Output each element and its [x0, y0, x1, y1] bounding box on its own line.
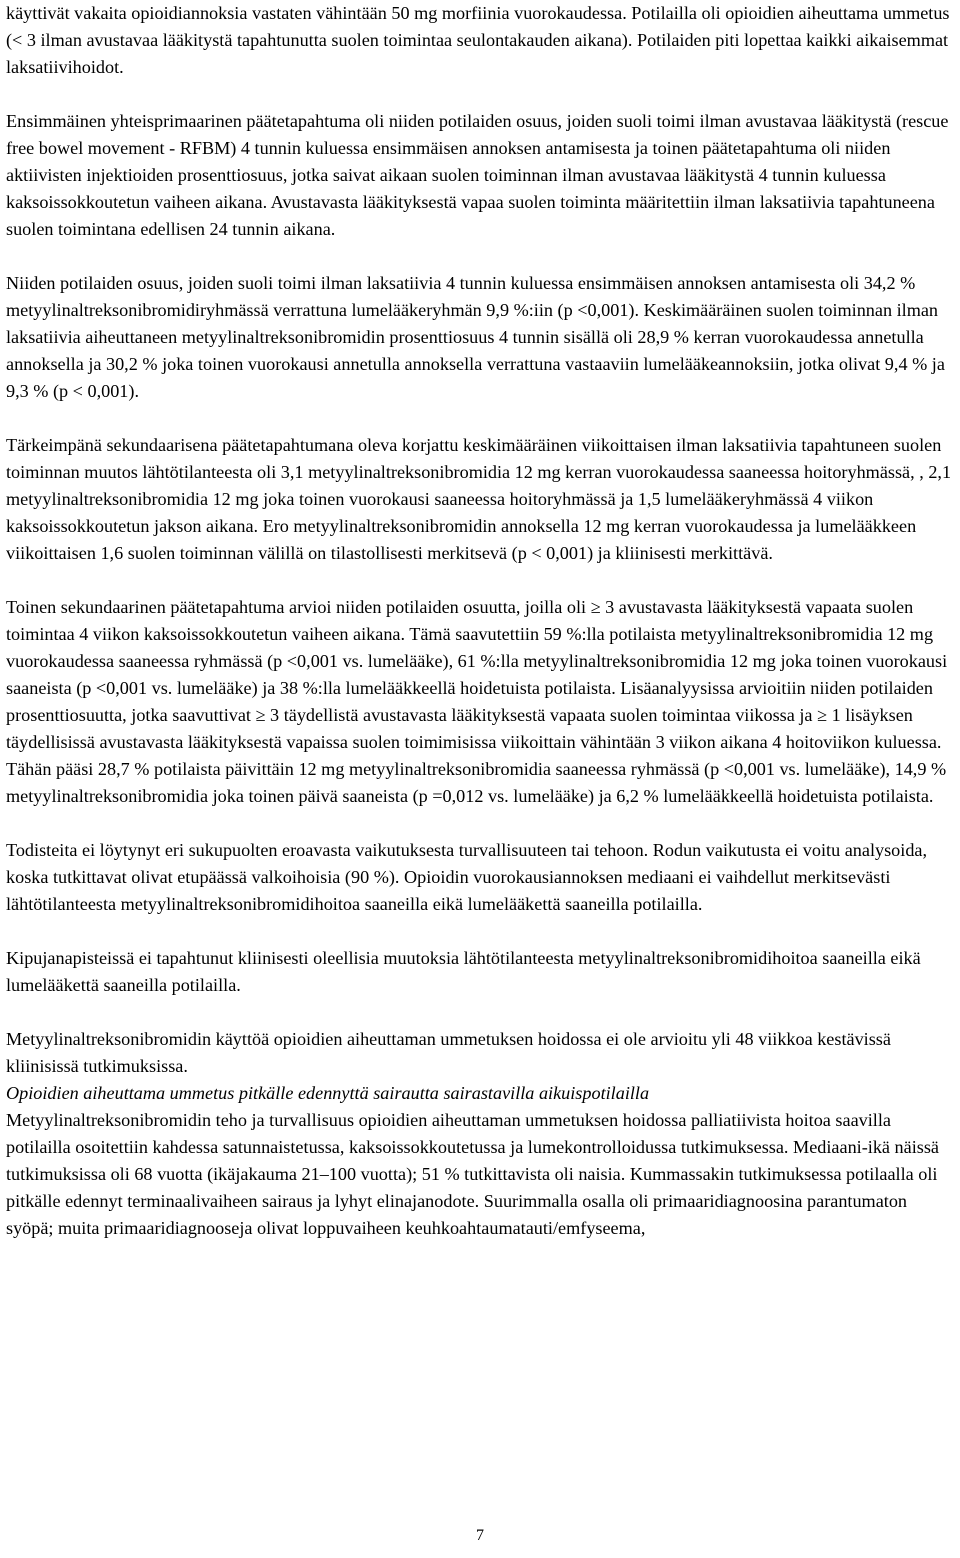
paragraph-primary-results: Niiden potilaiden osuus, joiden suoli toimi ilman laksatiivia 4 tunnin kuluessa ensimmäisen annoksen antamisesta oli 34,2 % metyylinaltreksonibromidiryhmässä verrattuna lumelääkeryhmän 9,9 %:iin (p <0,001). Keskimääräinen suolen toiminnan ilman laksatiivia aiheuttaneen metyylinaltreksonibromidin prosenttiosuus 4 tunnin sisällä oli 28,9 % kerran vuorokaudessa annetulla annoksella ja 30,2 % joka toinen vuorokausi annetulla annoksella verrattuna vastaaviin lumelääkeannoksiin, jotka olivat 9,4 % ja 9,3 % (p < 0,001).	[6, 273, 945, 401]
paragraph-second-secondary-endpoint: Toinen sekundaarinen päätetapahtuma arvioi niiden potilaiden osuutta, joilla oli ≥ 3 avustavasta lääkityksestä vapaata suolen toimintaa 4 viikon kaksoissokkoutetun vaiheen aikana. Tämä saavutettiin 59 %:lla potilaista metyylinaltreksonibromidia 12 mg vuorokaudessa saaneessa ryhmässä (p <0,001 vs. lumelääke), 61 %:lla metyylinaltreksonibromidia 12 mg joka toinen vuorokausi saaneista (p <0,001 vs. lumelääke) ja 38 %:lla lumelääkkeellä hoidetuista potilaista. Lisäanalyysissa arvioitiin niiden potilaiden prosenttiosuutta, jotka saavuttivat ≥ 3 täydellistä avustavasta lääkityksestä vapaata suolen toimintaa viikossa ja ≥ 1 lisäyksen täydellisissä avustavasta lääkityksestä vapaissa suolen toimimisissa viikoittain vähintään 3 viikon aikana 4 hoitoviikon kuluessa. Tähän pääsi 28,7 % potilaista päivittäin 12 mg metyylinaltreksonibromidia saaneessa ryhmässä (p <0,001 vs. lumelääke), 14,9 % metyylinaltreksonibromidia joka toinen päivä saaneista (p =0,012 vs. lumelääke) ja 6,2 % lumelääkkeellä hoidetuista potilaista.	[6, 597, 948, 806]
section-heading: Opioidien aiheuttama ummetus pitkälle edennyttä sairautta sairastavilla aikuispotilailla	[6, 1083, 650, 1103]
paragraph-long-term-use: Metyylinaltreksonibromidin käyttöä opioidien aiheuttaman ummetuksen hoidossa ei ole arvioitu yli 48 viikkoa kestävissä kliinisissä tutkimuksissa.	[6, 1029, 891, 1076]
paragraph-primary-endpoint: Ensimmäinen yhteisprimaarinen päätetapahtuma oli niiden potilaiden osuus, joiden suoli toimi ilman avustavaa lääkitystä (rescue free bowel movement - RFBM) 4 tunnin kuluessa ensimmäisen annoksen antamisesta ja toinen päätetapahtuma oli niiden aktiivisten injektioiden prosenttiosuus, jotka saivat aikaan suolen toiminnan ilman avustavaa lääkitystä 4 tunnin kuluessa kaksoissokkoutetun vaiheen aikana. Avustavasta lääkityksestä vapaa suolen toiminta määritettiin ilman laksatiivia tapahtuneena suolen toimintana edellisen 24 tunnin aikana.	[6, 111, 949, 239]
paragraph-pain-scores: Kipujanapisteissä ei tapahtunut kliinisesti oleellisia muutoksia lähtötilanteesta metyylinaltreksonibromidihoitoa saaneilla eikä lumelääkettä saaneilla potilailla.	[6, 948, 921, 995]
document-body	[6, 0, 956, 1242]
paragraph-intro: käyttivät vakaita opioidiannoksia vastaten vähintään 50 mg morfiinia vuorokaudessa. Potilailla oli opioidien aiheuttama ummetus (< 3 ilman avustavaa lääkitystä tapahtunutta suolen toimintaa seulontakauden aikana). Potilaiden piti lopettaa kaikki aikaisemmat laksatiivihoidot.	[6, 3, 950, 77]
page-number: 7	[476, 1527, 484, 1544]
paragraph-secondary-endpoint: Tärkeimpänä sekundaarisena päätetapahtumana oleva korjattu keskimääräinen viikoittaisen ilman laksatiivia tapahtuneen suolen toiminnan muutos lähtötilanteesta oli 3,1 metyylinaltreksonibromidia 12 mg kerran vuorokaudessa saaneessa hoitoryhmässä, , 2,1 metyylinaltreksonibromidia 12 mg joka toinen vuorokausi saaneessa hoitoryhmässä ja 1,5 lumelääkeryhmässä 4 viikon kaksoissokkoutetun jakson aikana. Ero metyylinaltreksonibromidin annoksella 12 mg kerran vuorokaudessa ja lumelääkkeen viikoittaisen 1,6 suolen toiminnan välillä on tilastollisesti merkitsevä (p < 0,001) ja kliinisesti merkittävä.	[6, 435, 952, 563]
paragraph-palliative-studies: Metyylinaltreksonibromidin teho ja turvallisuus opioidien aiheuttaman ummetuksen hoidossa palliatiivista hoitoa saavilla potilailla osoitettiin kahdessa satunnaistetussa, kaksoissokkoutetussa ja lumekontrolloidussa tutkimuksessa. Mediaani-ikä näissä tutkimuksissa oli 68 vuotta (ikäjakauma 21–100 vuotta); 51 % tutkittavista oli naisia. Kummassakin tutkimuksessa potilaalla oli pitkälle edennyt terminaalivaiheen sairaus ja lyhyt elinajanodote. Suurimmalla osalla oli primaaridiagnoosina parantumaton syöpä; muita primaaridiagnooseja olivat loppuvaiheen keuhkoahtaumatauti/emfyseema,	[6, 1110, 939, 1238]
paragraph-gender-race: Todisteita ei löytynyt eri sukupuolten eroavasta vaikutuksesta turvallisuuteen tai tehoon. Rodun vaikutusta ei voitu analysoida, koska tutkittavat olivat etupäässä valkoihoisia (90 %). Opioidin vuorokausiannoksen mediaani ei vaihdellut merkitsevästi lähtötilanteesta metyylinaltreksonibromidihoitoa saaneilla eikä lumelääkettä saaneilla potilailla.	[6, 840, 928, 914]
